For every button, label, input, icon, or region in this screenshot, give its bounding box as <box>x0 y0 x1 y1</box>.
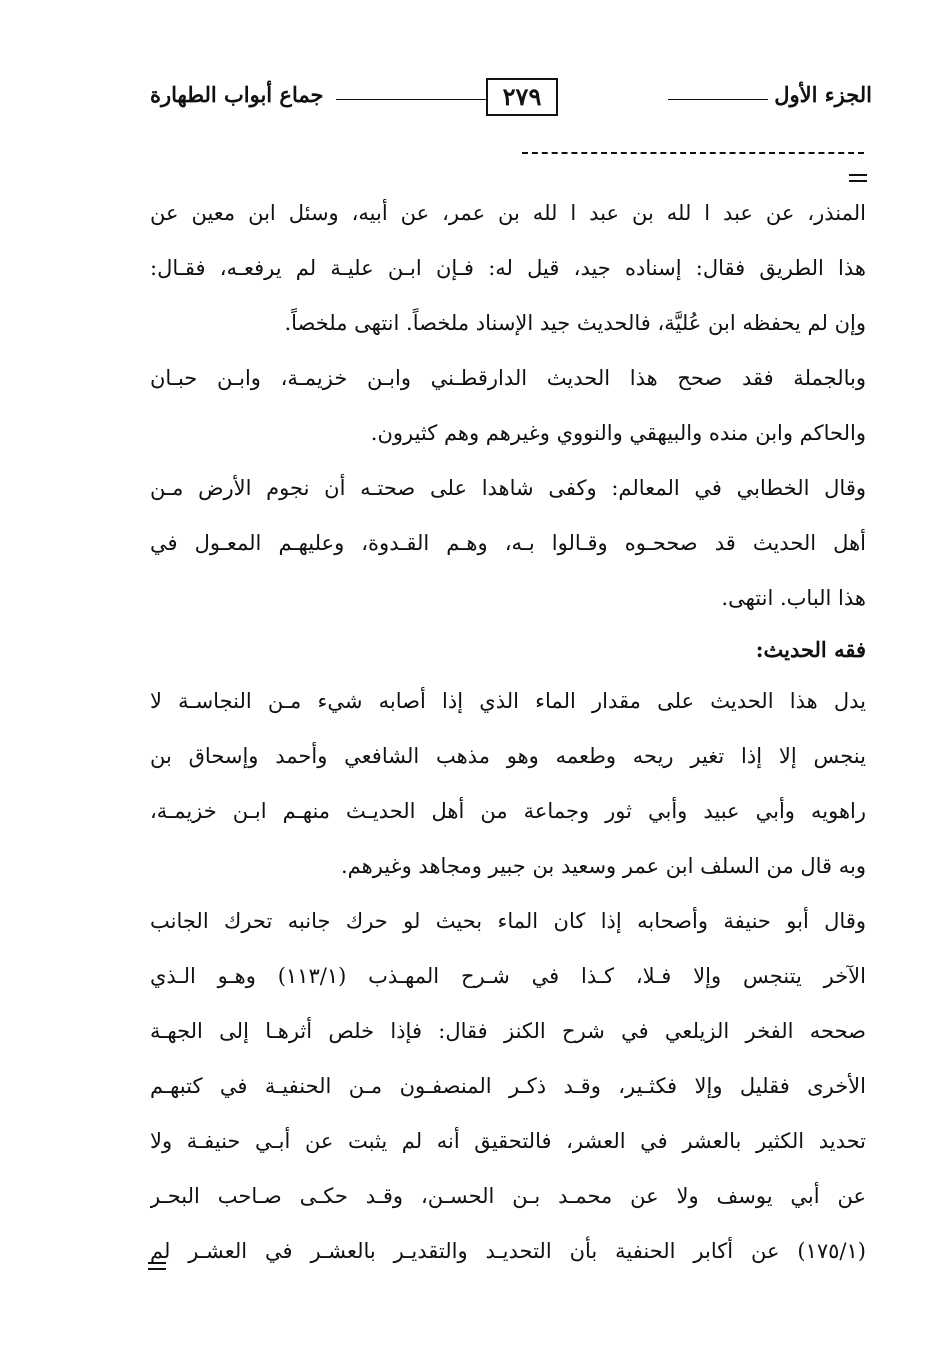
text-line: وإن لم يحفظه ابن عُليَّة، فالحديث جيد الإسناد ملخصاً. انتهى ملخصاً. <box>284 311 866 335</box>
text-line: وقال أبو حنيفة وأصحابه إذا كان الماء بحيث لو حرك جانبه تحرك الجانب <box>150 909 866 933</box>
text-line: (١٧٥/١) عن أكابر الحنفية بأن التحديـد والتقديـر بالعشـر في العشـر لم <box>150 1239 866 1263</box>
page-body <box>150 186 866 1279</box>
section-heading: فقه الحديث: <box>755 637 866 662</box>
footnote-separator <box>522 152 864 154</box>
text-line: ينجس إلا إذا تغير ريحه وطعمه وهو مذهب الشافعي وأحمد وإسحاق بن <box>150 744 866 768</box>
running-header <box>150 78 872 122</box>
text-line: هذا الباب. انتهى. <box>721 586 866 610</box>
text-line: يدل هذا الحديث على مقدار الماء الذي إذا أصابه شيء مـن النجاسـة لا <box>150 689 866 713</box>
text-line: الآخر يتنجس وإلا فـلا، كـذا في شـرح المهـذب (١١٣/١) وهـو الـذي <box>150 964 866 988</box>
text-line: وبالجملة فقد صحح هذا الحديث الدارقطـني وابـن خزيمـة، وابـن حبـان <box>150 366 866 390</box>
text-line: وقال الخطابي في المعالم: وكفى شاهدا على صحتـه أن نجوم الأرض مـن <box>150 476 866 500</box>
text-line: المنذر، عن عبد ا لله بن عبد ا لله بن عمر، عن أبيه، وسئل ابن معين عن <box>150 201 866 225</box>
text-line: هذا الطريق فقال: إسناده جيد، قيل له: فـإن ابـن عليـة لم يرفعـه، فقـال: <box>150 256 866 280</box>
header-rule <box>668 99 768 100</box>
text-line: تحديد الكثير بالعشر في العشر، فالتحقيق أنه لم يثبت عن أبـي حنيفـة ولا <box>150 1129 866 1153</box>
text-line: الأخرى فقليل وإلا فكثـير، وقـد ذكـر المنصفـون مـن الحنفيـة في كتبهـم <box>150 1074 866 1098</box>
volume-title: الجزء الأول <box>774 82 872 107</box>
continuation-mark <box>849 174 867 182</box>
text-line: صححه الفخر الزيلعي في شرح الكنز فقال: فإذا خلص أثرهـا إلى الجهـة <box>150 1019 866 1043</box>
text-line: عن أبي يوسف ولا عن محمـد بـن الحسـن، وقـد حكـى صـاحب البحـر <box>150 1184 866 1208</box>
text-line: أهل الحديث قد صححـوه وقـالوا بـه، وهـم القـدوة، وعليهـم المعـول في <box>150 531 866 555</box>
text-line: وبه قال من السلف ابن عمر وسعيد بن جبير ومجاهد وغيرهم. <box>340 854 866 878</box>
page-number: ٢٧٩ <box>486 78 558 116</box>
header-rule <box>336 99 486 100</box>
chapter-title: جماع أبواب الطهارة <box>150 82 324 107</box>
text-line: والحاكم وابن منده والبيهقي والنووي وغيرهم وهم كثيرون. <box>370 421 866 445</box>
text-line: راهويه وأبي عبيد وأبي ثور وجماعة من أهل الحديـث منهـم ابـن خزيمـة، <box>150 799 866 823</box>
continuation-mark <box>148 1262 166 1270</box>
